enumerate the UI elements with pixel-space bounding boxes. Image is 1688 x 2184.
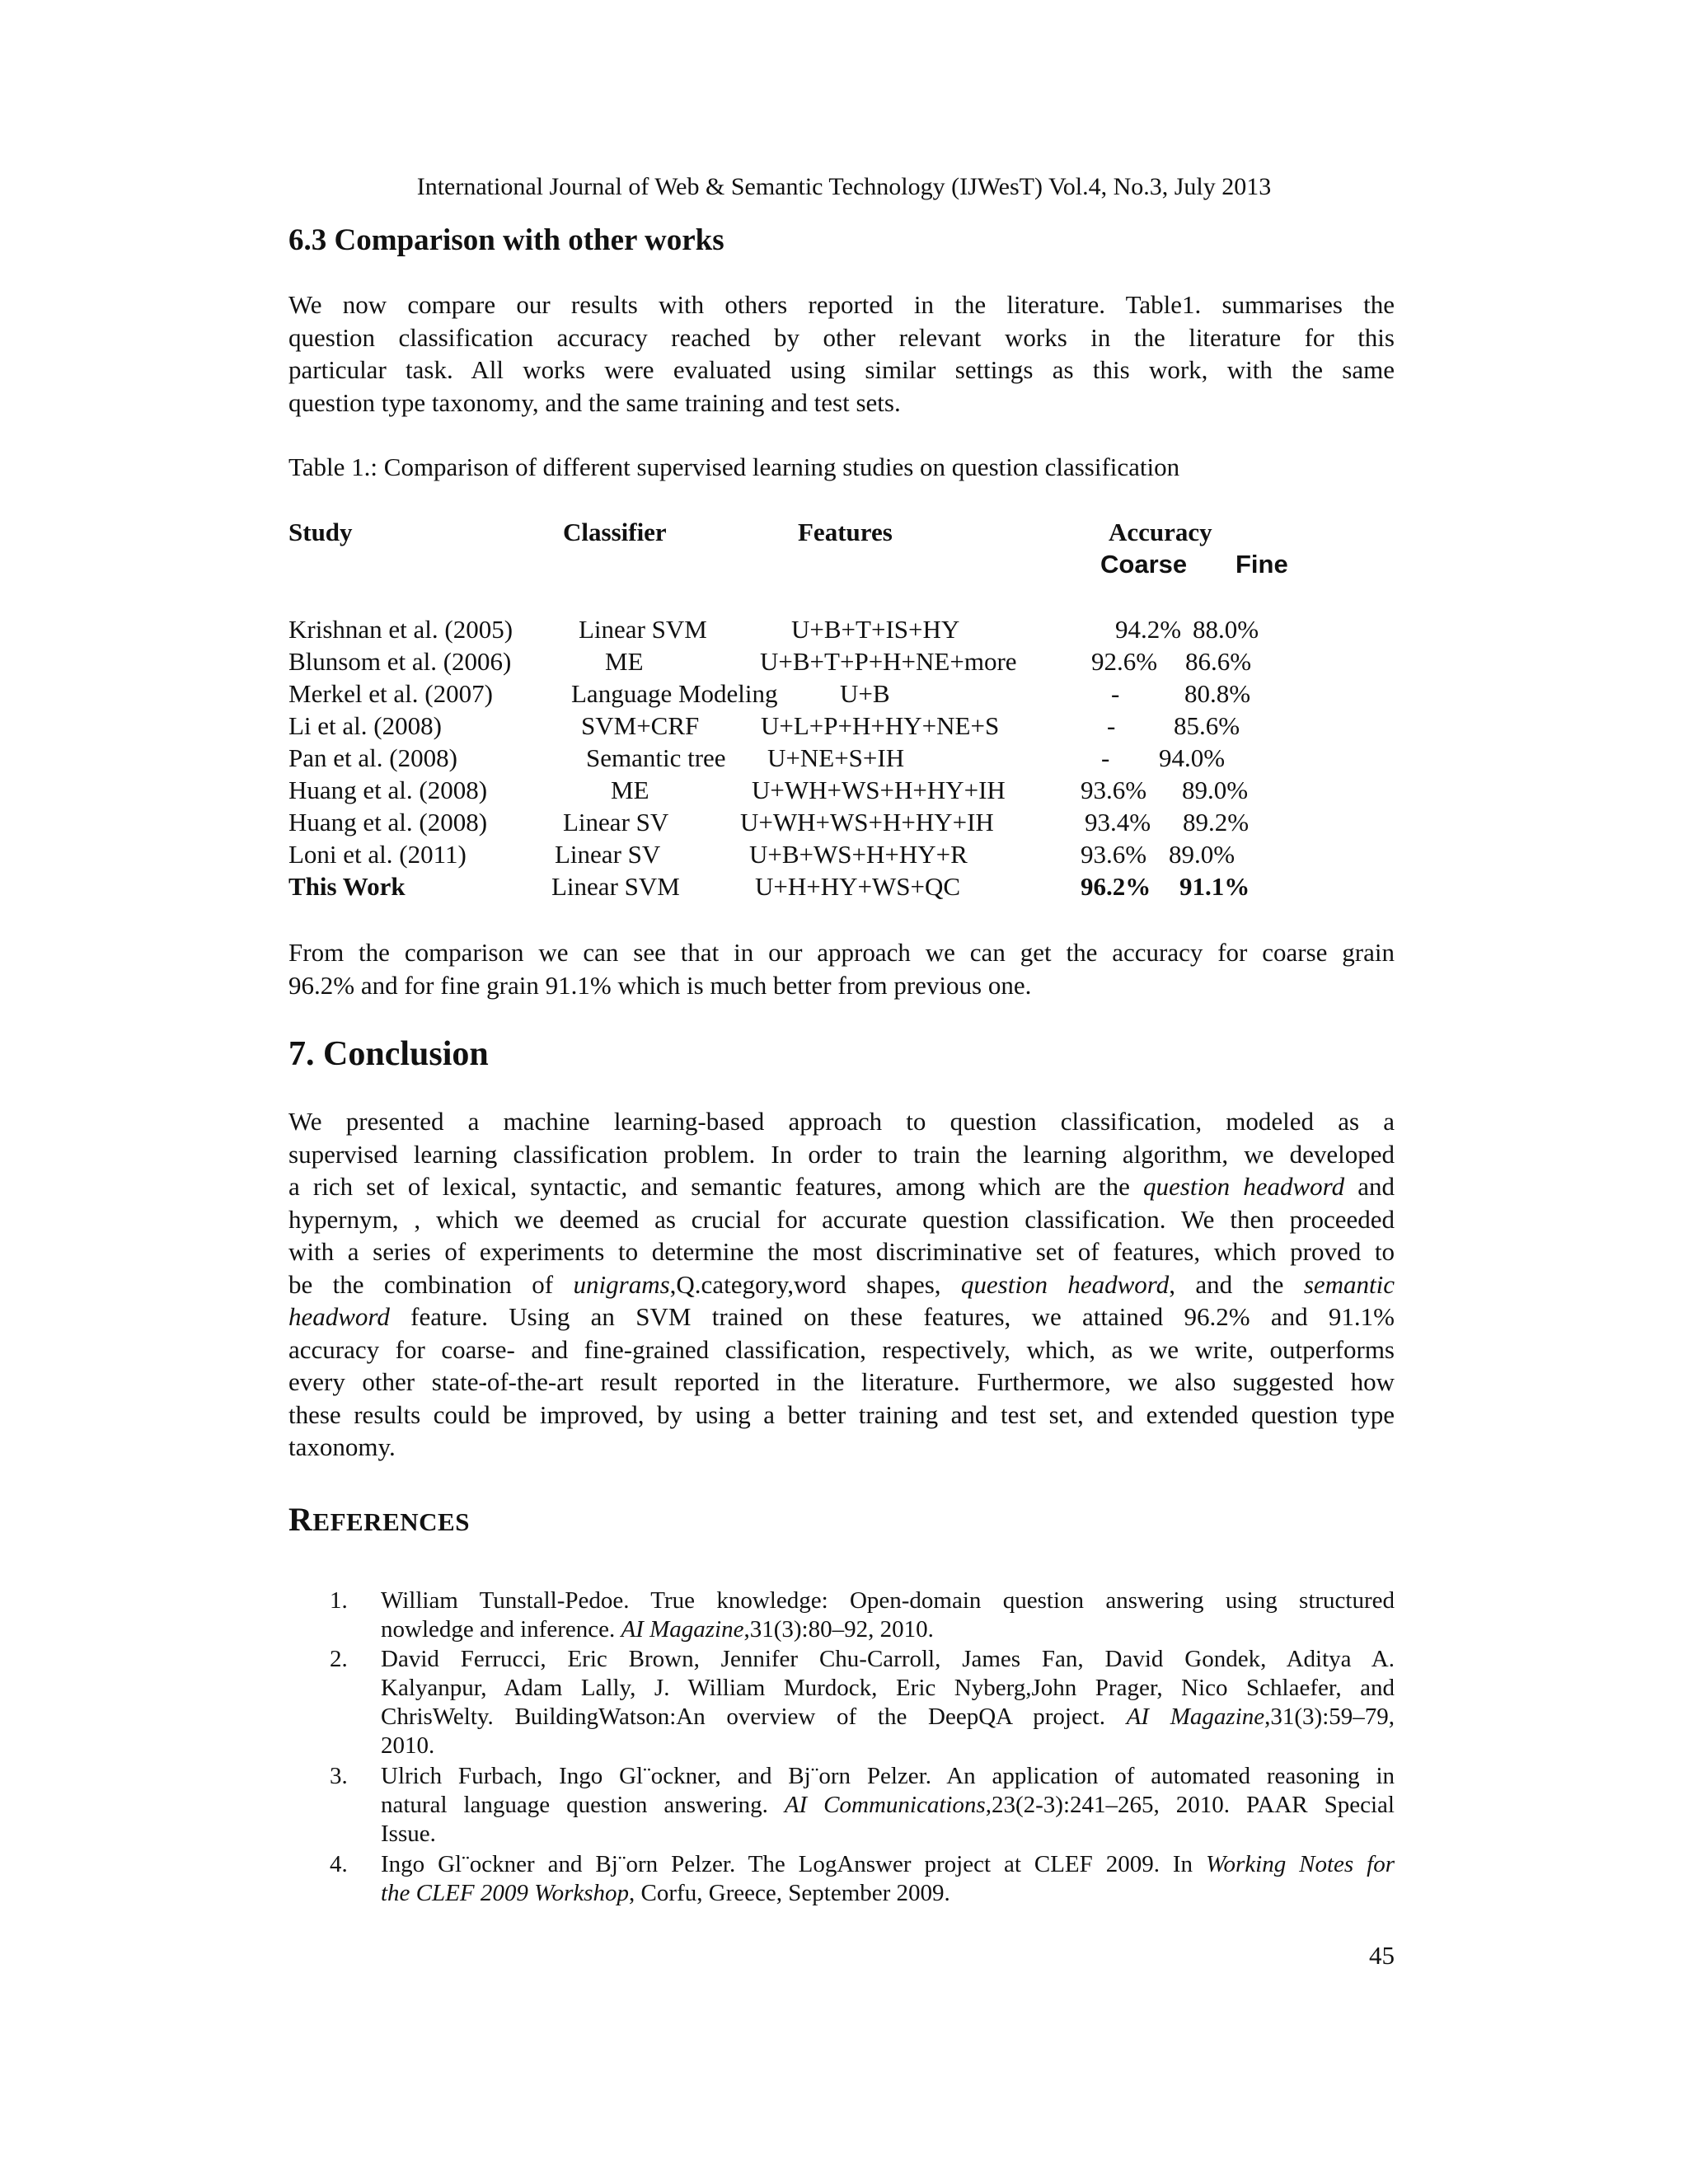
table-cell-features: U+WH+WS+H+HY+IH <box>752 776 1006 804</box>
text-span: ,Q.category,word shapes, <box>669 1269 941 1299</box>
reference-line <box>381 1850 1395 1879</box>
references-title-initial: R <box>288 1501 313 1538</box>
table-cell-fine: 89.0% <box>1182 776 1249 804</box>
reference-number: 4. <box>330 1851 348 1877</box>
table-cell-coarse: - <box>1107 711 1116 740</box>
table-cell-classifier: Linear SVM <box>579 615 707 644</box>
table-cell-fine: 88.0% <box>1193 615 1259 644</box>
table-cell-coarse: 94.2% <box>1115 615 1182 644</box>
table-cell-coarse: 93.4% <box>1085 808 1151 837</box>
table-cell-coarse: 96.2% <box>1081 872 1151 901</box>
table-cell-coarse: 93.6% <box>1081 840 1147 869</box>
journal-name: AI Communications <box>784 1792 986 1818</box>
section-6-3-title: 6.3 Comparison with other works <box>288 223 724 257</box>
page-number: 45 <box>1369 1941 1395 1970</box>
text-span: feature. Using an SVM trained on these features, we attained 96.2% and 91.1% <box>410 1302 1395 1331</box>
reference-number: 1. <box>330 1587 348 1614</box>
paragraph-line: with a series of experiments to determine the most discriminative set of features, which proved to <box>288 1237 1395 1266</box>
text-span: and <box>1357 1172 1395 1201</box>
reference-line <box>381 1615 1395 1644</box>
reference-body <box>381 1645 1395 1760</box>
emphasis-text: question headword <box>960 1269 1170 1299</box>
table-cell-features: U+L+P+H+HY+NE+S <box>761 711 1000 740</box>
table-cell-study: Krishnan et al. (2005) <box>288 615 513 644</box>
table-caption: Table 1.: Comparison of different supervised learning studies on question classification <box>288 452 1180 481</box>
header-study: Study <box>288 518 353 546</box>
table-cell-study: Pan et al. (2008) <box>288 743 457 772</box>
paragraph-line: these results could be improved, by using a better training and test set, and extended question type <box>288 1399 1395 1429</box>
table-cell-fine: 94.0% <box>1159 743 1226 772</box>
reference-item <box>330 1762 1395 1849</box>
conclusion-paragraph <box>288 1105 1395 1464</box>
text-span: natural language question answering. <box>381 1792 768 1818</box>
table-cell-features: U+H+HY+WS+QC <box>755 872 961 901</box>
table-cell-study: Huang et al. (2008) <box>288 808 488 837</box>
section-7-title: 7. Conclusion <box>288 1035 489 1073</box>
table-cell-features: U+B+WS+H+HY+R <box>749 840 968 869</box>
reference-body <box>381 1762 1395 1849</box>
header-classifier: Classifier <box>563 518 667 546</box>
journal-name: AI Magazine <box>1126 1704 1265 1730</box>
text-span: , and the <box>1169 1269 1284 1299</box>
reference-item <box>330 1586 1395 1644</box>
table-cell-study: This Work <box>288 872 406 901</box>
table-cell-features: U+NE+S+IH <box>767 743 905 772</box>
reference-item <box>330 1645 1395 1760</box>
table-cell-study: Huang et al. (2008) <box>288 776 488 804</box>
paragraph-line: We now compare our results with others reported in the literature. Table1. summarises the <box>288 290 1395 319</box>
text-span: ,31(3):80–92, 2010. <box>743 1616 934 1643</box>
paragraph-line: From the comparison we can see that in our approach we can get the accuracy for coarse grain <box>288 938 1395 967</box>
table-cell-study: Loni et al. (2011) <box>288 840 467 869</box>
text-span: ChrisWelty. BuildingWatson:An overview of the DeepQA project. <box>381 1704 1105 1730</box>
reference-body <box>381 1850 1395 1908</box>
table-cell-features: U+WH+WS+H+HY+IH <box>740 808 994 837</box>
table-cell-study: Merkel et al. (2007) <box>288 679 493 708</box>
text-span: ,23(2-3):241–265, 2010. PAAR Special <box>985 1792 1395 1818</box>
paragraph-line: taxonomy. <box>288 1432 396 1461</box>
reference-item <box>330 1850 1395 1908</box>
text-span: Ingo Gl¨ockner and Bj¨orn Pelzer. The LogAnswer project at CLEF 2009. In <box>381 1851 1193 1877</box>
paragraph-line: 96.2% and for fine grain 91.1% which is much better from previous one. <box>288 970 1032 1000</box>
paragraph-line: question type taxonomy, and the same training and test sets. <box>288 387 901 417</box>
paragraph-line: every other state-of-the-art result reported in the literature. Furthermore, we also suggested how <box>288 1367 1395 1396</box>
table-cell-features: U+B+T+P+H+NE+more <box>760 647 1017 676</box>
emphasis-text: semantic <box>1303 1269 1395 1299</box>
text-span: a rich set of lexical, syntactic, and semantic features, among which are the <box>288 1172 1130 1201</box>
table-cell-features: U+B <box>840 679 890 708</box>
paragraph-line: particular task. All works were evaluated using similar settings as this work, with the same <box>288 355 1395 384</box>
table-cell-fine: 91.1% <box>1179 872 1250 901</box>
table-cell-fine: 80.8% <box>1184 679 1251 708</box>
reference-line: Ulrich Furbach, Ingo Gl¨ockner, and Bj¨orn Pelzer. An application of automated reasoning in <box>381 1763 1395 1789</box>
table-cell-coarse: 92.6% <box>1091 647 1158 676</box>
table-cell-classifier: Language Modeling <box>571 679 778 708</box>
reference-body <box>381 1586 1395 1644</box>
reference-line: 2010. <box>381 1732 435 1759</box>
header-features: Features <box>798 518 893 546</box>
reference-line: Kalyanpur, Adam Lally, J. William Murdock, Eric Nyberg,John Prager, Nico Schlaefer, and <box>381 1675 1395 1701</box>
reference-line <box>381 1879 1395 1908</box>
table-cell-study: Blunsom et al. (2006) <box>288 647 512 676</box>
table-cell-study: Li et al. (2008) <box>288 711 442 740</box>
reference-line <box>381 1791 1395 1820</box>
table-cell-classifier: Semantic tree <box>586 743 726 772</box>
table-cell-classifier: ME <box>605 647 644 676</box>
emphasis-text: headword <box>288 1302 390 1331</box>
header-fine: Fine <box>1236 550 1288 579</box>
paragraph-line <box>288 1268 1395 1301</box>
paragraph-line: hypernym, , which we deemed as crucial for accurate question classification. We then proceeded <box>288 1204 1395 1234</box>
table-cell-classifier: Linear SV <box>563 808 669 837</box>
emphasis-text: unigrams <box>573 1269 670 1299</box>
header-accuracy: Accuracy <box>1109 518 1212 546</box>
table-cell-coarse: - <box>1111 679 1120 708</box>
comparison-paragraph <box>288 936 1395 1001</box>
emphasis-text: question headword <box>1143 1172 1345 1201</box>
reference-line: David Ferrucci, Eric Brown, Jennifer Chu-Carroll, James Fan, David Gondek, Aditya A. <box>381 1646 1395 1672</box>
section-6-3-paragraph <box>288 288 1395 419</box>
table-cell-coarse: 93.6% <box>1081 776 1147 804</box>
reference-number: 2. <box>330 1646 348 1672</box>
text-span: , Corfu, Greece, September 2009. <box>629 1880 950 1906</box>
text-span: be the combination of <box>288 1269 554 1299</box>
references-title <box>288 1500 470 1539</box>
paragraph-line <box>288 1301 1395 1333</box>
paragraph-line: We presented a machine learning-based approach to question classification, modeled as a <box>288 1107 1395 1136</box>
paragraph-line: supervised learning classification problem. In order to train the learning algorithm, we developed <box>288 1139 1395 1169</box>
references-title-rest: EFERENCES <box>312 1507 470 1536</box>
table-cell-fine: 89.0% <box>1169 840 1236 869</box>
paragraph-line <box>288 1170 1395 1203</box>
table-cell-classifier: SVM+CRF <box>581 711 700 740</box>
paragraph-line: question classification accuracy reached by other relevant works in the literature for this <box>288 322 1395 352</box>
venue-name: Working Notes for <box>1206 1851 1395 1877</box>
paragraph-line: accuracy for coarse- and fine-grained classification, respectively, which, as we write, outperforms <box>288 1334 1395 1364</box>
table-cell-classifier: Linear SVM <box>551 872 680 901</box>
reference-line: William Tunstall-Pedoe. True knowledge: Open-domain question answering using structured <box>381 1587 1395 1614</box>
venue-name: the CLEF 2009 Workshop <box>381 1880 630 1906</box>
table-cell-fine: 89.2% <box>1183 808 1250 837</box>
reference-number: 3. <box>330 1763 348 1789</box>
table-cell-classifier: ME <box>611 776 649 804</box>
table-cell-classifier: Linear SV <box>555 840 661 869</box>
text-span: nowledge and inference. <box>381 1616 616 1643</box>
header-coarse: Coarse <box>1100 550 1188 579</box>
reference-line: Issue. <box>381 1821 436 1847</box>
table-cell-coarse: - <box>1101 743 1110 772</box>
table-cell-fine: 86.6% <box>1185 647 1252 676</box>
table-cell-fine: 85.6% <box>1174 711 1240 740</box>
text-span: ,31(3):59–79, <box>1264 1704 1395 1730</box>
reference-line <box>381 1703 1395 1732</box>
journal-name: AI Magazine <box>621 1616 744 1643</box>
table-cell-features: U+B+T+IS+HY <box>791 615 960 644</box>
journal-header: International Journal of Web & Semantic Technology (IJWesT) Vol.4, No.3, July 2013 <box>416 173 1272 200</box>
